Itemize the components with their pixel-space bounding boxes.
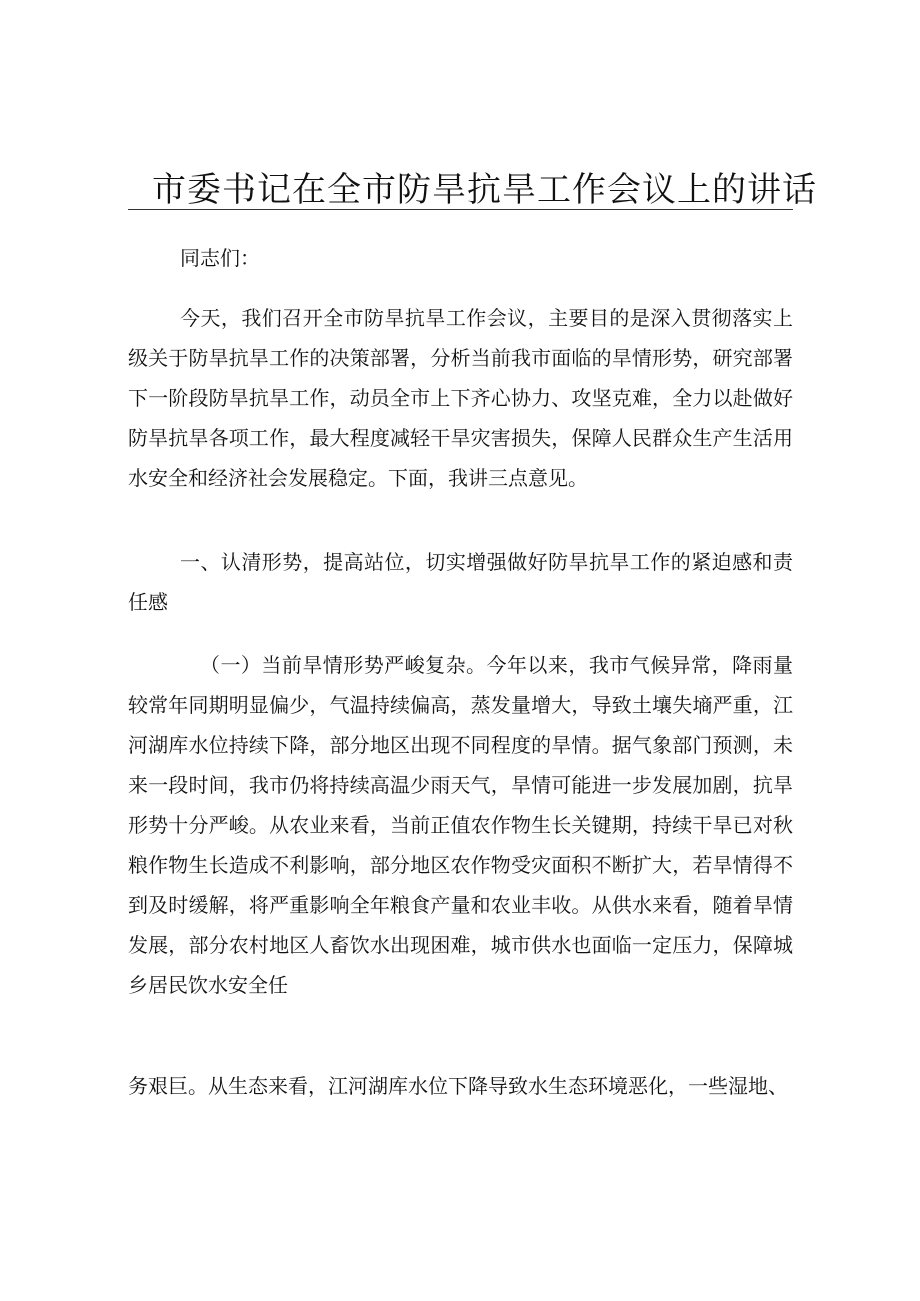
title-underline bbox=[128, 209, 793, 210]
intro-paragraph: 今天，我们召开全市防旱抗旱工作会议，主要目的是深入贯彻落实上级关于防旱抗旱工作的决策部署，分析当前我市面临的旱情形势，研究部署下一阶段防旱抗旱工作，动员全市上下齐心协力、攻坚克难，全力以赴做好防旱抗旱各项工作，最大程度减轻干旱灾害损失，保障人民群众生产生活用水安全和经济社会发展稳定。下面，我讲三点意见。 bbox=[128, 306, 793, 490]
section-heading: 一、认清形势，提高站位，切实增强做好防旱抗旱工作的紧迫感和责任感 bbox=[128, 550, 793, 614]
document-title: 市委书记在全市防旱抗旱工作会议上的讲话 bbox=[152, 170, 817, 210]
subsection-paragraph: （一）当前旱情形势严峻复杂。今年以来，我市气候异常，降雨量较常年同期明显偏少，气温持续偏高，蒸发量增大，导致土壤失墒严重，江河湖库水位持续下降，部分地区出现不同程度的旱情。据气象部门预测，未来一段时间，我市仍将持续高温少雨天气，旱情可能进一步发展加剧，抗旱形势十分严峻。从农业来看，当前正值农作物生长关键期，持续干旱已对秋粮作物生长造成不利影响，部分地区农作物受灾面积不断扩大，若旱情得不到及时缓解，将严重影响全年粮食产量和农业丰收。从供水来看，随着旱情发展，部分农村地区人畜饮水出现困难，城市供水也面临一定压力，保障城乡居民饮水安全任 bbox=[128, 653, 793, 997]
continuation-paragraph: 务艰巨。从生态来看，江河湖库水位下降导致水生态环境恶化，一些湿地、 bbox=[128, 1074, 788, 1098]
salutation: 同志们： bbox=[180, 246, 260, 270]
